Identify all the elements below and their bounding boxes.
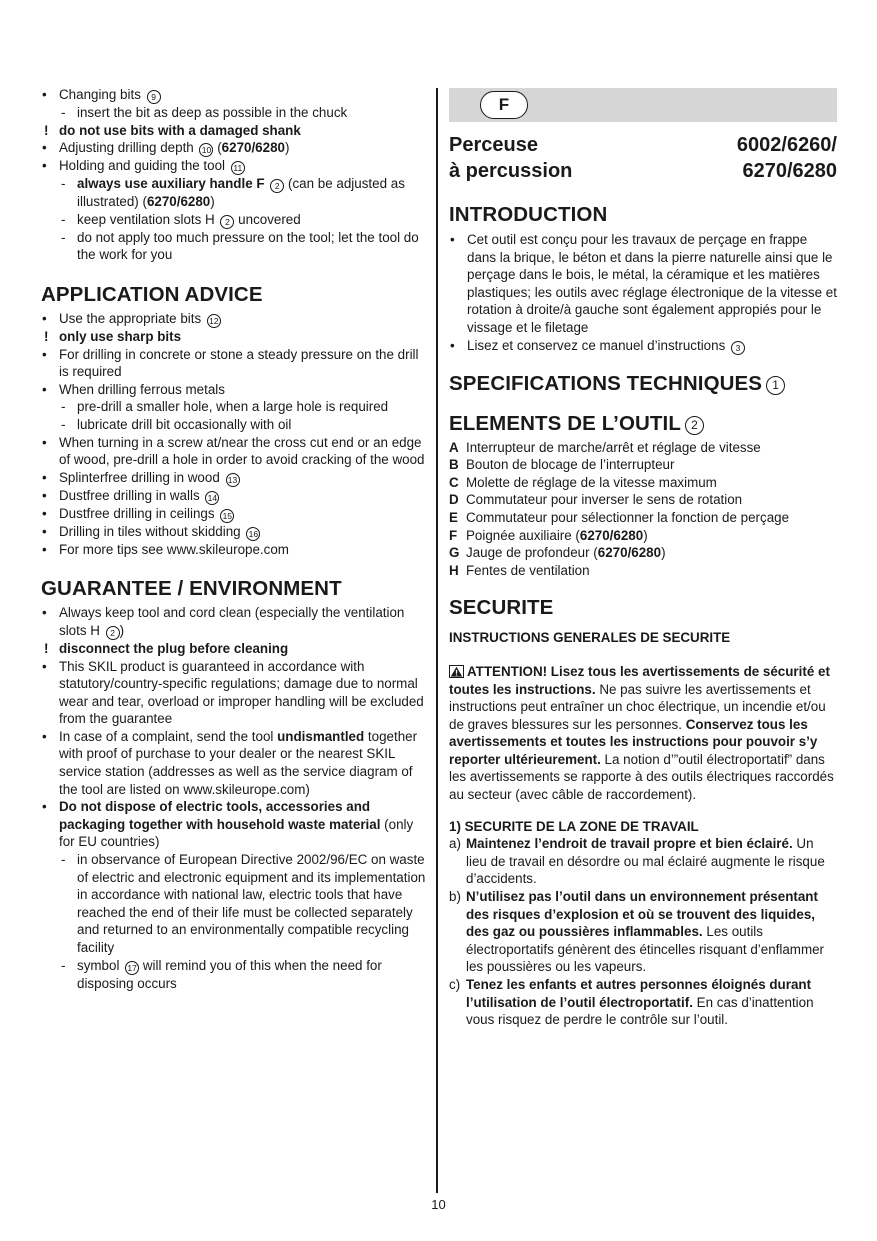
list-item: • This SKIL product is guaranteed in accordance with statutory/country-specific regulations; damage due to normal wear and tear, overload or improper handling will be excluded from the guarantee <box>41 658 431 728</box>
section-heading: APPLICATION ADVICE <box>41 282 263 306</box>
section-heading: ELEMENTS DE L’OUTIL 2 <box>449 412 837 436</box>
list-item: b) N’utilisez pas l’outil dans un environnement présentant des risques d’explosion et où se trouvent des liquides, des gaz ou poussières inflammables. Les outils électroportatifs génèrent des étincelles risquant d’enflammer les poussières ou les vapeurs. <box>449 889 825 975</box>
language-badge: F <box>480 91 528 119</box>
list-item: • For more tips see www.skileurope.com <box>41 541 431 559</box>
product-title: Perceuse à percussion 6002/6260/ 6270/6280 <box>449 134 837 182</box>
figure-ref: 12 <box>207 314 221 328</box>
list-item: - do not apply too much pressure on the tool; let the tool do the work for you <box>59 229 431 264</box>
list-item: A Interrupteur de marche/arrêt et réglage de vitesse <box>449 439 761 455</box>
column-divider <box>436 88 438 1193</box>
safety-list <box>449 835 837 1029</box>
warning-triangle-icon <box>449 665 464 678</box>
figure-ref: 2 <box>106 626 120 640</box>
list-item: - pre-drill a smaller hole, when a large hole is required <box>59 398 431 416</box>
list-item: B Bouton de blocage de l’interrupteur <box>449 457 675 473</box>
list-item: a) Maintenez l’endroit de travail propre et bien éclairé. Un lieu de travail en désordre ou mal éclairé augmente le risque d’accidents. <box>449 836 825 887</box>
warning-line: ! only use sharp bits <box>41 328 431 346</box>
attention-paragraph: ATTENTION! Lisez tous les avertissements de sécurité et toutes les instructions. Ne pas suivre les avertissements et instructions peut entraîner un choc électrique, un incendie et/ou de graves blessures sur les personnes. Conservez tous les avertissements et toutes les instructions pour pouvoir s’y reporter ultérieurement. La notion d’”outil électroportatif” dans les avertissements se rapporte à des outils électriques raccordés au secteur (avec câble de raccordement). <box>449 663 834 803</box>
list-item: • When drilling ferrous metals - pre-drill a smaller hole, when a large hole is required - lubricate drill bit occasionally with oil <box>41 381 431 434</box>
figure-ref: 2 <box>220 215 234 229</box>
figure-ref: 11 <box>231 161 245 175</box>
maintenance-list <box>41 86 431 122</box>
figure-ref: 1 <box>766 376 785 395</box>
list-item: - always use auxiliary handle F 2 (can be adjusted as illustrated) (6270/6280) <box>59 175 431 211</box>
list-item: - insert the bit as deep as possible in the chuck <box>59 104 431 122</box>
figure-ref: 13 <box>226 473 240 487</box>
sub-heading: 1) SECURITE DE LA ZONE DE TRAVAIL <box>449 818 699 834</box>
figure-ref: 2 <box>685 416 704 435</box>
right-column <box>449 88 837 1029</box>
list-item: • Splinterfree drilling in wood 13 <box>41 469 431 487</box>
figure-ref: 16 <box>246 527 260 541</box>
list-item: • Drilling in tiles without skidding 16 <box>41 523 431 541</box>
list-item: • When turning in a screw at/near the cross cut end or an edge of wood, pre-drill a hole in order to avoid cracking of the wood <box>41 434 431 469</box>
section-heading: SECURITE <box>449 596 554 620</box>
figure-ref: 2 <box>270 179 284 193</box>
page-number: 10 <box>431 1197 446 1212</box>
list-item: - symbol 17 will remind you of this when the need for disposing occurs <box>59 957 431 993</box>
figure-ref: 14 <box>205 491 219 505</box>
list-item: F Poignée auxiliaire (6270/6280) <box>449 527 648 543</box>
list-item: • Holding and guiding the tool 11 - always use auxiliary handle F 2 (can be adjusted as illustrated) (6270/6280) - keep ventilation slots H 2 uncovered - do not apply too much pressure on the tool; let the tool do the work for you <box>41 157 431 264</box>
left-column <box>41 86 431 992</box>
list-item: - keep ventilation slots H 2 uncovered <box>59 211 431 229</box>
list-item: • Always keep tool and cord clean (especially the ventilation slots H 2 ) <box>41 604 431 640</box>
figure-ref: 9 <box>147 90 161 104</box>
figure-ref: 3 <box>731 341 745 355</box>
list-item: • Cet outil est conçu pour les travaux de perçage en frappe dans la brique, le béton et dans la pierre naturelle ainsi que le perçage dans le bois, le métal, la céramique et les matières plastiques; les outils avec réglage électronique de la vitesse et rotation à droite/à gauche sont également appropiés pour le vissage et le filetage <box>449 231 837 337</box>
list-item: - in observance of European Directive 2002/96/EC on waste of electric and electronic equipment and its implementation in accordance with national law, electric tools that have reached the end of their life must be collected separately and returned to an environmentally compatible recycling facility <box>59 851 431 957</box>
section-heading: SPECIFICATIONS TECHNIQUES 1 <box>449 372 837 396</box>
figure-ref: 15 <box>220 509 234 523</box>
list-item: • Lisez et conservez ce manuel d’instructions 3 <box>449 337 837 355</box>
figure-ref: 10 <box>199 143 213 157</box>
list-item: E Commutateur pour sélectionner la fonction de perçage <box>449 509 790 525</box>
section-heading: INTRODUCTION <box>449 203 608 226</box>
figure-ref: 17 <box>125 961 139 975</box>
section-heading: GUARANTEE / ENVIRONMENT <box>41 577 342 601</box>
list-item: D Commutateur pour inverser le sens de rotation <box>449 492 743 508</box>
warning-line: ! do not use bits with a damaged shank <box>41 122 431 140</box>
list-item: • In case of a complaint, send the tool undismantled together with proof of purchase to your dealer or the nearest SKIL service station (addresses as well as the service diagram of the tool are listed on www.skileurope.com) <box>41 728 431 798</box>
list-item: - lubricate drill bit occasionally with oil <box>59 416 431 434</box>
list-item: • For drilling in concrete or stone a steady pressure on the drill is required <box>41 346 431 381</box>
list-item: • Adjusting drilling depth 10 (6270/6280) <box>41 139 431 157</box>
list-item: • Dustfree drilling in walls 14 <box>41 487 431 505</box>
list-item: c) Tenez les enfants et autres personnes éloignés durant l’utilisation de l’outil électroportatif. En cas d’inattention vous risquez de perdre le contrôle sur l’outil. <box>449 977 814 1028</box>
list-item: C Molette de réglage de la vitesse maximum <box>449 474 717 490</box>
parts-list <box>449 439 837 580</box>
list-item: G Jauge de profondeur (6270/6280) <box>449 545 666 561</box>
list-item: • Do not dispose of electric tools, accessories and packaging together with household waste material (only for EU countries) - in observance of European Directive 2002/96/EC on waste of electric and electronic equipment and its implementation in accordance with national law, electric tools that have reached the end of their life must be collected separately and returned to an environmentally compatible recycling facility - symbol 17 will remind you of this when the need for disposing occurs <box>41 798 431 992</box>
sub-heading: INSTRUCTIONS GENERALES DE SECURITE <box>449 630 731 646</box>
warning-line: ! disconnect the plug before cleaning <box>41 640 431 658</box>
list-item: • Use the appropriate bits 12 <box>41 310 431 328</box>
list-item: • Dustfree drilling in ceilings 15 <box>41 505 431 523</box>
language-bar <box>449 88 837 122</box>
list-item: H Fentes de ventilation <box>449 562 590 578</box>
list-item: • Changing bits 9 - insert the bit as deep as possible in the chuck <box>41 86 431 122</box>
